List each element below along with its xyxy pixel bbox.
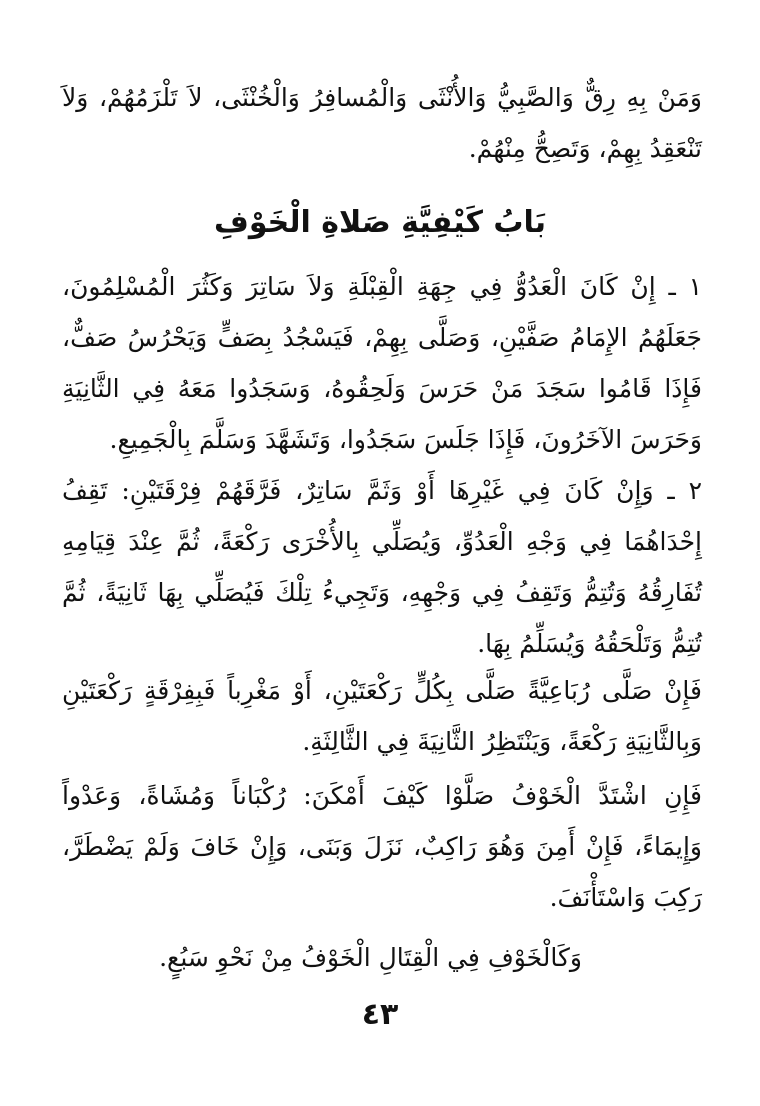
- page-number: ٤٣: [361, 997, 399, 1032]
- paragraph-2: ٢ ـ وَإِنْ كَانَ فِي غَيْرِهَا أَوْ وَثَمَّ سَاتِرٌ، فَرَّقَهُمْ فِرْقَتَيْنِ: تَقِفُ إِحْدَاهُمَا فِي وَجْهِ الْعَدُوِّ، وَيُصَلِّي بِالأُخْرَى رَكْعَةً، ثُمَّ عِنْدَ قِيَامِهِ تُفَارِقُهُ وَتُتِمُّ وَتَقِفُ فِي وَجْهِهِ، وَتَجِيءُ تِلْكَ فَيُصَلِّي بِهَا ثَانِيَةً، ثُمَّ تُتِمُّ وَتَلْحَقُهُ وَيُسَلِّمُ بِهَا.: [62, 476, 702, 658]
- section-heading: بَابُ كَيْفِيَّةِ صَلاةِ الْخَوْفِ: [213, 205, 547, 240]
- paragraph-4: فَإِنِ اشْتَدَّ الْخَوْفُ صَلَّوْا كَيْفَ أَمْكَنَ: رُكْبَاناً وَمُشَاةً، وَعَدْواً وَإِيمَاءً، فَإِنْ أَمِنَ وَهُوَ رَاكِبٌ، نَزَلَ وَبَنَى، وَإِنْ خَافَ وَلَمْ يَضْطَرَّ، رَكِبَ وَاسْتَأْنَفَ.: [62, 781, 702, 912]
- paragraph-1: ١ ـ إِنْ كَانَ الْعَدُوُّ فِي جِهَةِ الْقِبْلَةِ وَلاَ سَاتِرَ وَكَثُرَ الْمُسْلِمُونَ، جَعَلَهُمُ الإِمَامُ صَفَّيْنِ، وَصَلَّى بِهِمْ، فَيَسْجُدُ بِصَفٍّ وَيَحْرُسُ صَفٌّ، فَإِذَا قَامُوا سَجَدَ مَنْ حَرَسَ وَلَحِقُوهُ، وَسَجَدُوا مَعَهُ فِي الثَّانِيَةِ وَحَرَسَ الآخَرُونَ، فَإِذَا جَلَسَ سَجَدُوا، وَتَشَهَّدَ وَسَلَّمَ بِالْجَمِيعِ.: [62, 272, 702, 454]
- paragraph-3: فَإِنْ صَلَّى رُبَاعِيَّةً صَلَّى بِكُلٍّ رَكْعَتَيْنِ، أَوْ مَغْرِباً فَبِفِرْقَةٍ رَكْعَتَيْنِ وَبِالثَّانِيَةِ رَكْعَةً، وَيَنْتَظِرُ الثَّانِيَةَ فِي الثَّالِثَةِ.: [62, 676, 702, 756]
- intro-paragraph: وَمَنْ بِهِ رِقٌّ وَالصَّبِيُّ وَالأُنْثَى وَالْمُسافِرُ وَالْخُنْثَى، لاَ تَلْزَمُهُمْ، وَلاَ تَنْعَقِدُ بِهِمْ، وَتَصِحُّ مِنْهُمْ.: [62, 83, 702, 163]
- paragraph-5: وَكَالْخَوْفِ فِي الْقِتَالِ الْخَوْفُ مِنْ نَحْوِ سَبُعٍ.: [159, 943, 582, 972]
